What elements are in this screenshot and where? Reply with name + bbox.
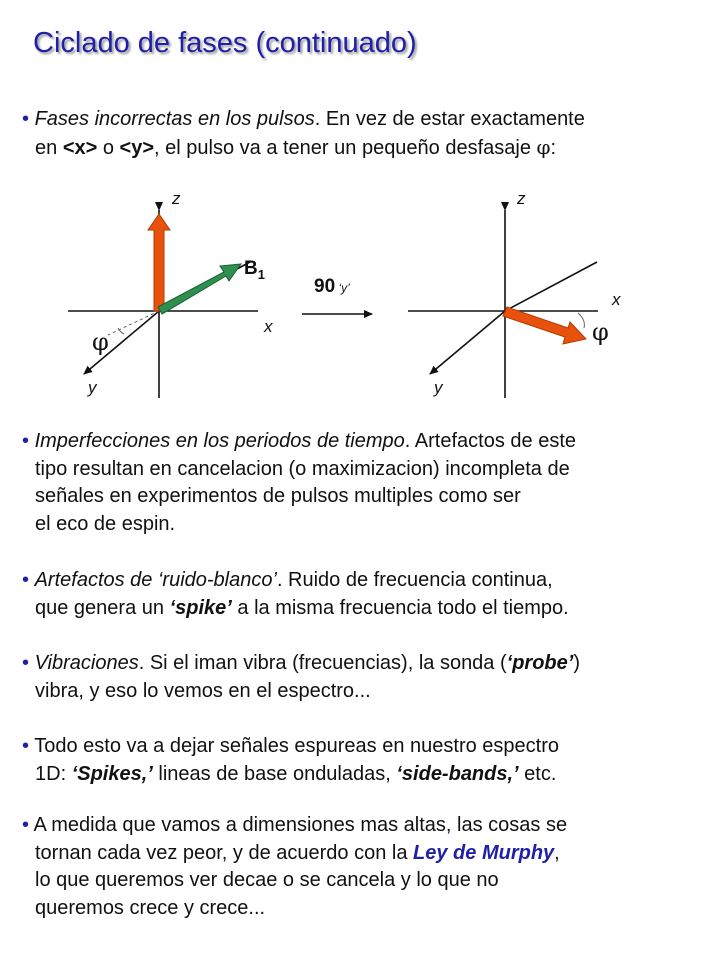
b1-subscript: 1 [257, 267, 265, 282]
time-periods-lead: Imperfecciones en los periodos de tiempo [34, 430, 405, 452]
phase-diagram [0, 180, 720, 410]
paragraph-vibrations [22, 650, 580, 705]
rotation-angle: 90 [314, 276, 336, 297]
y-tag: <y> [119, 136, 155, 159]
text-fragment: ) [573, 652, 580, 674]
bullet: • [22, 430, 30, 452]
bullet: • [22, 569, 30, 591]
text-fragment: . Si el iman vibra (frecuencias), la sonda ( [138, 652, 507, 674]
right-y-axis [430, 311, 505, 374]
text-fragment: : [550, 136, 557, 159]
murphy-law: Ley de Murphy [413, 841, 555, 864]
right-x-label: x [612, 290, 621, 309]
right-phi-arc [578, 313, 584, 328]
right-y-label: y [434, 378, 443, 397]
right-axes [408, 210, 598, 398]
orange-z-arrow [148, 214, 170, 311]
right-z-label: z [517, 189, 526, 208]
text-fragment: o [97, 136, 120, 159]
text-fragment: en [35, 136, 63, 159]
text-line: queremos crece y crece... [35, 896, 266, 919]
text-fragment: lineas de base onduladas, [152, 762, 397, 785]
spikes-term: ‘Spikes,’ [71, 762, 153, 785]
bullet: • [22, 814, 30, 836]
probe-term: ‘probe’ [506, 652, 574, 674]
b1-letter: B [244, 258, 258, 279]
bullet: • [22, 652, 30, 674]
white-noise-lead: Artefactos de ‘ruido-blanco’ [34, 569, 277, 591]
x-tag: <x> [62, 136, 98, 159]
left-phi-label: φ [92, 328, 109, 356]
phase-errors-text: . En vez de estar exactamente [314, 108, 585, 130]
phase-errors-lead: Fases incorrectas en los pulsos [34, 108, 315, 130]
bullet: • [22, 735, 30, 757]
text-fragment: . Ruido de frecuencia continua, [276, 569, 553, 591]
spike-term: ‘spike’ [169, 596, 232, 619]
text-line: tipo resultan en cancelacion (o maximizacion) incompleta de [35, 457, 570, 480]
right-phi-label: φ [592, 318, 609, 346]
text-fragment: a la misma frecuencia todo el tiempo. [231, 596, 569, 619]
left-x-label: x [264, 317, 273, 336]
text-fragment: , [554, 841, 560, 864]
page-title: Ciclado de fases (continuado) [33, 27, 417, 59]
text-fragment: que genera un [35, 596, 170, 619]
vibrations-lead: Vibraciones [34, 652, 139, 674]
text-line: lo que queremos ver decae o se cancela y lo que no [35, 869, 499, 891]
text-fragment: Todo esto va a dejar señales espureas en nuestro espectro [34, 735, 559, 757]
right-xy-line [505, 262, 597, 311]
text-fragment: tornan cada vez peor, y de acuerdo con la [35, 841, 414, 864]
paragraph-spurious-signals [22, 733, 559, 788]
text-line: vibra, y eso lo vemos en el espectro... [35, 679, 371, 702]
paragraph-white-noise [22, 567, 569, 622]
rotation-label [314, 276, 350, 297]
text-fragment: A medida que vamos a dimensiones mas altas, las cosas se [33, 814, 568, 836]
green-b1-arrow [158, 264, 241, 314]
text-line: el eco de espin. [35, 512, 176, 535]
paragraph-time-periods [22, 428, 576, 538]
orange-rotated-arrow [503, 307, 586, 344]
phi-symbol: φ [536, 134, 551, 159]
b1-label [244, 258, 265, 282]
text-fragment: , el pulso va a tener un pequeño desfasaje [154, 136, 537, 159]
left-z-label: z [172, 189, 181, 208]
paragraph-phase-errors [22, 106, 585, 162]
text-fragment: . Artefactos de este [404, 430, 577, 452]
text-line: señales en experimentos de pulsos multiples como ser [35, 485, 521, 507]
paragraph-higher-dimensions [22, 812, 567, 922]
rotation-axis: ‘y’ [335, 281, 350, 295]
sidebands-term: ‘side-bands,’ [396, 762, 519, 785]
left-y-label: y [88, 378, 97, 397]
bullet: • [22, 108, 30, 130]
text-fragment: etc. [518, 762, 557, 785]
text-fragment: 1D: [35, 762, 72, 785]
